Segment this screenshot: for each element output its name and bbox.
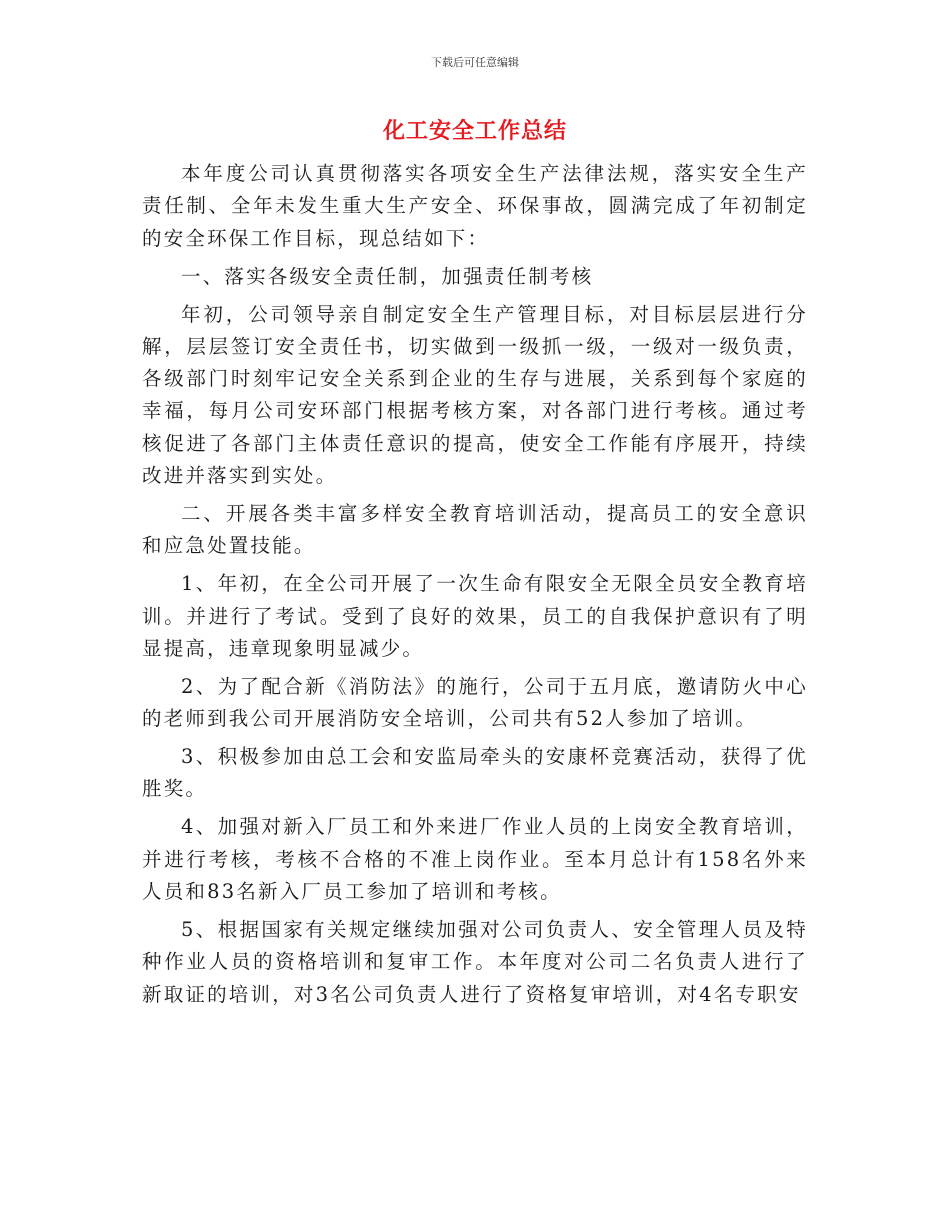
section-heading-2: 二、开展各类丰富多样安全教育培训活动，提高员工的安全意识和应急处置技能。: [142, 502, 808, 558]
header-note: 下载后可任意编辑: [431, 56, 519, 69]
paragraph-intro: 本年度公司认真贯彻落实各项安全生产法律法规，落实安全生产责任制、全年未发生重大生产安全、环保事故，圆满完成了年初制定的安全环保工作目标，现总结如下：: [142, 162, 808, 250]
list-item-1: 1、年初，在全公司开展了一次生命有限安全无限全员安全教育培训。并进行了考试。受到了良好的效果，员工的自我保护意识有了明显提高，违章现象明显减少。: [142, 572, 808, 660]
list-item-3: 3、积极参加由总工会和安监局牵头的安康杯竞赛活动，获得了优胜奖。: [142, 745, 808, 801]
paragraph-responsibility: 年初，公司领导亲自制定安全生产管理目标，对目标层层进行分解，层层签订安全责任书，切实做到一级抓一级，一级对一级负责，各级部门时刻牢记安全关系到企业的生存与进展，关系到每个家庭的幸福，每月公司安环部门根据考核方案，对各部门进行考核。通过考核促进了各部门主体责任意识的提高，使安全工作能有序展开，持续改进并落实到实处。: [142, 302, 808, 488]
list-item-4: 4、加强对新入厂员工和外来进厂作业人员的上岗安全教育培训，并进行考核，考核不合格的不准上岗作业。至本月总计有158名外来人员和83名新入厂员工参加了培训和考核。: [142, 815, 808, 904]
section-heading-1: 一、落实各级安全责任制，加强责任制考核: [181, 264, 594, 288]
list-item-5: 5、根据国家有关规定继续加强对公司负责人、安全管理人员及特种作业人员的资格培训和复审工作。本年度对公司二名负责人进行了新取证的培训，对3名公司负责人进行了资格复审培训，对4名专职安: [142, 918, 808, 1006]
document-title: 化工安全工作总结: [382, 119, 567, 144]
list-item-2: 2、为了配合新《消防法》的施行，公司于五月底，邀请防火中心的老师到我公司开展消防安全培训，公司共有52人参加了培训。: [142, 674, 808, 731]
document-body: [142, 158, 808, 1017]
